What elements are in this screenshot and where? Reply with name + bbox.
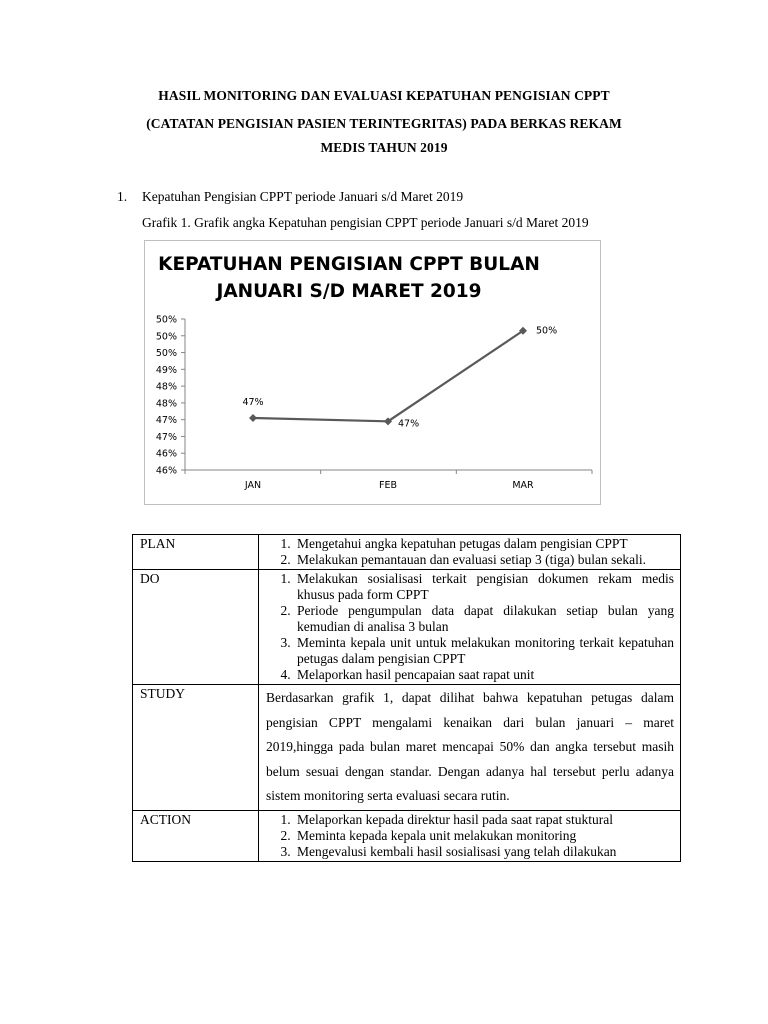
row-label-study: STUDY	[133, 685, 259, 811]
y-axis	[156, 315, 185, 477]
data-label: 50%	[536, 325, 558, 337]
document-title-line-1: HASIL MONITORING DAN EVALUASI KEPATUHAN PENGISIAN CPPT	[158, 88, 610, 103]
list-item: 4. Melaporkan hasil pencapaian saat rapat unit	[294, 667, 674, 683]
list-item: 3. Meminta kepala unit untuk melakukan monitoring terkait kepatuhan petugas dalam pengisian CPPT	[294, 635, 674, 667]
chart-frame	[144, 240, 601, 505]
data-label: 47%	[398, 418, 420, 430]
y-tick-label: 48%	[155, 381, 177, 393]
data-label: 47%	[242, 396, 264, 408]
table-row-plan	[133, 535, 681, 570]
y-tick-label: 46%	[155, 465, 177, 477]
y-tick-label: 47%	[155, 431, 177, 443]
chart-caption: Grafik 1. Grafik angka Kepatuhan pengisian CPPT periode Januari s/d Maret 2019	[142, 215, 589, 230]
row-content-action	[259, 810, 681, 861]
list-item: 1. Melaporkan kepada direktur hasil pada saat rapat stuktural	[294, 812, 674, 828]
y-tick-label: 47%	[155, 415, 177, 427]
x-axis	[185, 470, 592, 491]
y-tick-label: 50%	[155, 331, 177, 343]
y-tick-label: 49%	[155, 364, 177, 376]
row-label-do: DO	[133, 570, 259, 685]
x-category-label: MAR	[512, 480, 534, 491]
list-item: 1. Mengetahui angka kepatuhan petugas dalam pengisian CPPT	[294, 536, 674, 552]
row-label-plan: PLAN	[133, 535, 259, 570]
x-category-label: JAN	[244, 480, 262, 491]
series-line	[253, 331, 523, 422]
chart-series	[242, 326, 557, 430]
y-tick-label: 48%	[155, 398, 177, 410]
row-content-study	[259, 685, 681, 811]
document-title-line-2: (CATATAN PENGISIAN PASIEN TERINTEGRITAS) PADA BERKAS REKAM	[146, 116, 622, 131]
table-row-action	[133, 810, 681, 861]
section-heading: Kepatuhan Pengisian CPPT periode Januari s/d Maret 2019	[142, 189, 464, 204]
pdca-table	[132, 534, 681, 862]
document-title-line-3: MEDIS TAHUN 2019	[320, 140, 448, 155]
list-item: 2. Meminta kepada kepala unit melakukan monitoring	[294, 828, 674, 844]
y-tick-label: 50%	[155, 314, 177, 326]
y-tick-label: 50%	[155, 348, 177, 360]
table-row-study	[133, 685, 681, 811]
study-paragraph: Berdasarkan grafik 1, dapat dilihat bahwa kepatuhan petugas dalam pengisian CPPT mengalami kenaikan dari bulan januari – maret 2019,hingga pada bulan maret mencapai 50% dan angka tersebut masih belum sesuai dengan standar. Dengan adanya hal tersebut perlu adanya sistem monitoring serta evaluasi secara rutin.	[266, 690, 674, 803]
chart-title-line-2: JANUARI S/D MARET 2019	[216, 281, 482, 302]
row-content-plan	[259, 535, 681, 570]
row-content-do	[259, 570, 681, 685]
chart-title-line-1: KEPATUHAN PENGISIAN CPPT BULAN	[158, 254, 540, 275]
section-number: 1.	[117, 189, 128, 204]
list-item: 1. Melakukan sosialisasi terkait pengisian dokumen rekam medis khusus pada form CPPT	[294, 571, 674, 603]
data-point-marker	[249, 414, 257, 422]
line-chart	[145, 241, 602, 506]
row-label-action: ACTION	[133, 810, 259, 861]
x-category-label: FEB	[379, 480, 397, 491]
list-item: 3. Mengevalusi kembali hasil sosialisasi yang telah dilakukan	[294, 844, 674, 860]
list-item: 2. Melakukan pemantauan dan evaluasi setiap 3 (tiga) bulan sekali.	[294, 552, 674, 568]
table-row-do	[133, 570, 681, 685]
list-item: 2. Periode pengumpulan data dapat dilakukan setiap bulan yang kemudian di analisa 3 bulan	[294, 603, 674, 635]
y-tick-label: 46%	[155, 448, 177, 460]
